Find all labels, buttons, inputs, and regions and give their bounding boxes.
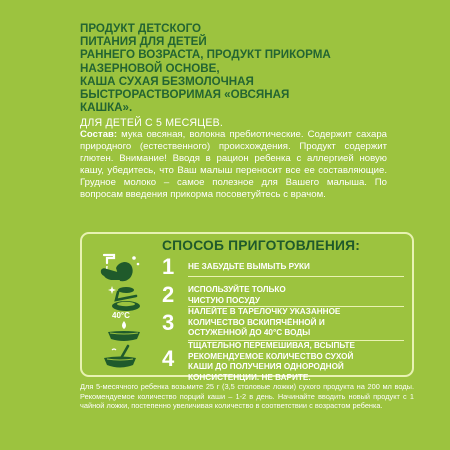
- temperature-label: 40°С: [112, 311, 130, 320]
- mixing-bowl-icon: [98, 344, 144, 374]
- composition-label: Состав:: [80, 129, 118, 140]
- step-2-text: ИСПОЛЬЗУЙТЕ ТОЛЬКО ЧИСТУЮ ПОСУДУ: [188, 285, 286, 305]
- product-description: [80, 129, 387, 201]
- step-1-text: НЕ ЗАБУДЬТЕ ВЫМЫТЬ РУКИ: [188, 262, 310, 271]
- step-4-number: 4: [162, 346, 175, 371]
- composition-text: мука овсяная, волокна пребиотические. Содержит сахара природного (естественного) происхождения. Продукт содержит глютен.: [80, 129, 387, 164]
- dosage-footnote: Для 5-месячного ребенка возьмите 25 г (3,5 столовые ложки) сухого продукта на 200 мл воды. Рекомендуемое количество порций каши – 1-2 в день. Начинайте вводить новый продукт с 1 чайной ложки, постепенно увеличивая количество в соответствии с возрастом ребенка.: [80, 382, 414, 411]
- clean-dishes-icon: [104, 280, 144, 314]
- step-1-number: 1: [162, 254, 175, 279]
- product-title: ПРОДУКТ ДЕТСКОГО ПИТАНИЯ ДЛЯ ДЕТЕЙ РАННЕГО ВОЗРАСТА, ПРОДУКТ ПРИКОРМА НАЗЕРНОВОЙ ОСНОВЕ, КАША СУХАЯ БЕЗМОЛОЧНАЯ БЫСТРОРАСТВОРИМАЯ «ОВСЯНАЯ КАШКА».: [80, 22, 331, 115]
- step-1-divider: [188, 276, 404, 277]
- warning-text: Внимание! Вводя в рацион ребенка с аллергией новую кашу, убедитесь, что Ваш малыш переносит все ее составляющие. Грудное молоко – самое полезное для Вашего малыша. По вопросам введения прикорма посоветуйтесь с врачом.: [80, 153, 387, 200]
- age-label: ДЛЯ ДЕТЕЙ С 5 МЕСЯЦЕВ.: [80, 117, 223, 129]
- step-3-text: НАЛЕЙТЕ В ТАРЕЛОЧКУ УКАЗАННОЕ КОЛИЧЕСТВО ВСКИПЯЧЁННОЙ И ОСТУЖЕННОЙ ДО 40°С ВОДЫ: [188, 307, 341, 337]
- preparation-title: СПОСОБ ПРИГОТОВЛЕНИЯ:: [162, 238, 361, 253]
- water-40c-icon: [104, 320, 144, 344]
- step-4-text: ТЩАТЕЛЬНО ПЕРЕМЕШИВАЯ, ВСЫПЬТЕ РЕКОМЕНДУЕМОЕ КОЛИЧЕСТВО СУХОЙ КАШИ ДО ПОЛУЧЕНИЯ ОДНОРОДНОЙ КОНСИСТЕНЦИИ. НЕ ВАРИТЕ.: [188, 341, 355, 382]
- step-3-number: 3: [162, 310, 175, 335]
- step-2-number: 2: [162, 282, 175, 307]
